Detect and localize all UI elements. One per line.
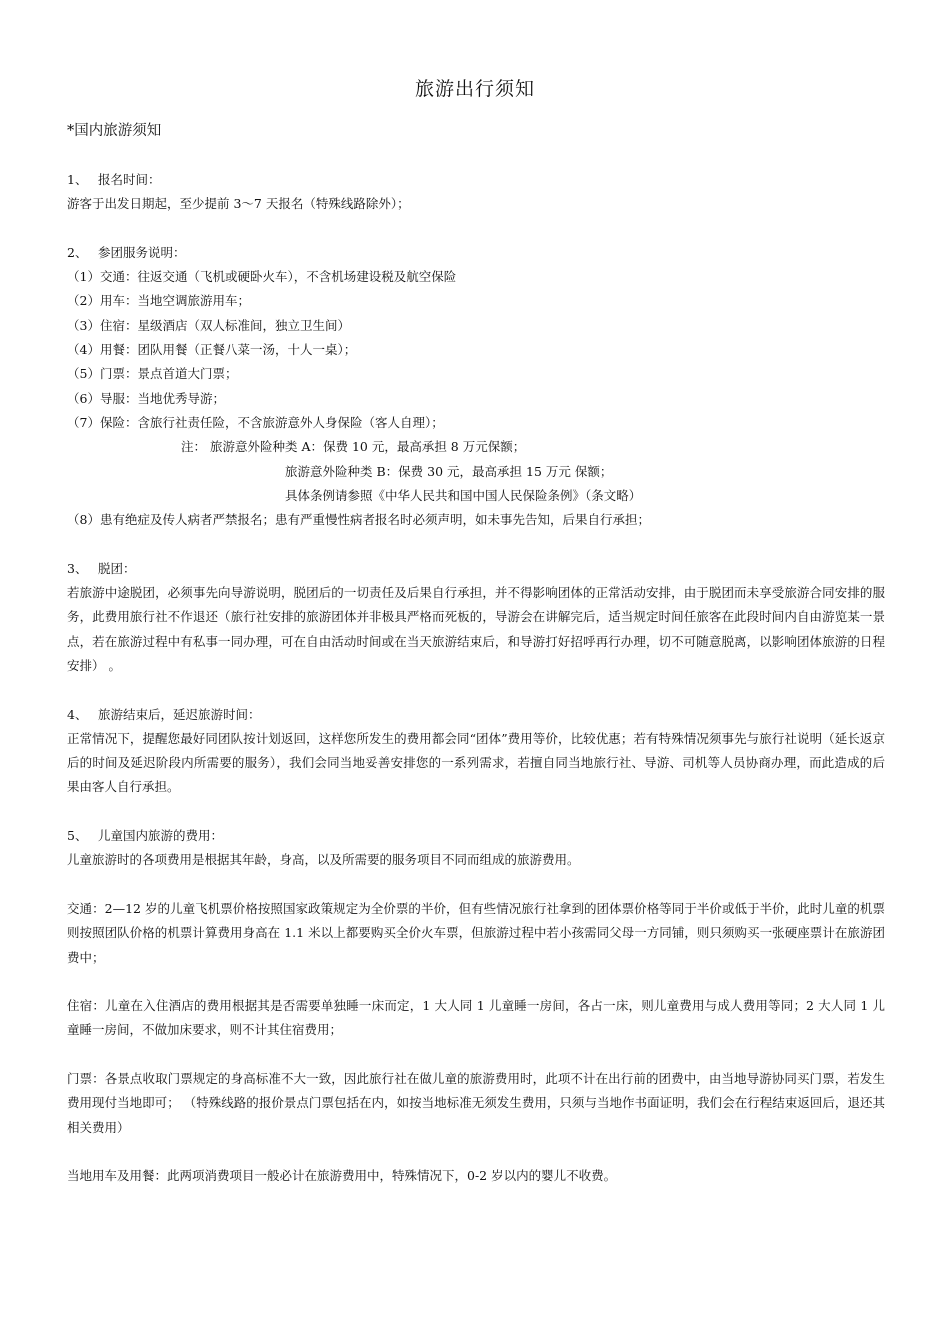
child-transport-paragraph: 交通：2—12 岁的儿童飞机票价格按照国家政策规定为全价票的半价，但有些情况旅行社拿到的团体票价格等同于半价或低于半价，此时儿童的机票则按照团队价格的机票计算费用身高在 1.1 米以上都要购买全价火车票，但旅游过程中若小孩需同父母一方同铺，则只须购买一张硬座票计在旅游团费中； [67,900,885,965]
document-title: 旅游出行须知 [414,78,535,100]
section-number: 2、 [67,244,88,260]
insurance-note-a: 注： 旅游意外险种类 A：保费 10 元，最高承担 8 万元保额； [181,439,526,455]
child-tickets-paragraph: 门票：各景点收取门票规定的身高标准不大一致，因此旅行社在做儿童的旅游费用时，此项不计在出行前的团费中，由当地导游协同买门票，若发生费用现付当地即可； （特殊线路的报价景点门票包括在内，如按当地标准无须发生费用，只须与当地作书面证明，我们会在行程结束返回后，退还其相关费用） [67,1070,885,1135]
section-heading-text: 脱团： [98,560,136,576]
service-item-transport: （1）交通：往返交通（飞机或硬卧火车），不含机场建设税及航空保险 [67,269,457,285]
section-3-heading [67,557,885,581]
document-body [67,168,885,1188]
section-heading-text: 儿童国内旅游的费用： [98,828,224,844]
service-item-lodging: （3）住宿：星级酒店（双人标准间，独立卫生间） [67,317,350,333]
service-item-vehicle: （2）用车：当地空调旅游用车； [67,293,250,309]
section-1-heading [67,168,885,192]
section-5-text: 儿童旅游时的各项费用是根据其年龄，身高，以及所需要的服务项目不同而组成的旅游费用。 [67,852,580,868]
section-heading-text: 参团服务说明： [98,244,186,260]
service-item-insurance: （7）保险：含旅行社责任险，不含旅游意外人身保险（客人自理）； [67,414,444,430]
service-item-health: （8）患有绝症及传人病者严禁报名；患有严重慢性病者报名时必须声明，如未事先告知，后果自行承担； [67,512,650,528]
document-subtitle: *国内旅游须知 [67,123,162,139]
section-number: 4、 [67,706,88,722]
section-heading-text: 报名时间： [98,172,161,187]
child-lodging-paragraph: 住宿：儿童在入住酒店的费用根据其是否需要单独睡一床而定，1 大人同 1 儿童睡一房间，各占一床，则儿童费用与成人费用等同；2 大人同 1 儿童睡一房间，不做加床要求，则不计其住宿费用； [67,998,885,1038]
service-item-guide: （6）导服：当地优秀导游； [67,390,225,406]
child-vehicle-meals-paragraph: 当地用车及用餐：此两项消费项目一般必计在旅游费用中，特殊情况下，0-2 岁以内的婴儿不收费。 [67,1168,617,1184]
section-1-text: 游客于出发日期起，至少提前 3～7 天报名（特殊线路除外）； [67,196,410,212]
insurance-note-b: 旅游意外险种类 B：保费 30 元，最高承担 15 万元 保额； [285,463,613,479]
section-5-heading [67,824,885,848]
section-3-text: 若旅游中途脱团，必须事先向导游说明，脱团后的一切责任及后果自行承担，并不得影响团体的正常活动安排，由于脱团而未享受旅游合同安排的服务，此费用旅行社不作退还（旅行社安排的旅游团体并非极具严格而死板的，导游会在讲解完后，适当规定时间任旅客在此段时间内自由游览某一景点，若在旅游过程中有私事一同办理，可在自由活动时间或在当天旅游结束后，和导游打好招呼再行办理，切不可随意脱离，以影响团体旅游的日程安排） 。 [67,585,885,673]
section-4-heading [67,703,885,727]
section-number: 5、 [67,828,88,844]
section-number: 1、 [67,172,88,187]
section-number: 3、 [67,560,88,576]
section-4-text: 正常情况下，提醒您最好同团队按计划返回，这样您所发生的费用都会同“团体”费用等价，比较优惠；若有特殊情况须事先与旅行社说明（延长返京后的时间及延迟阶段内所需要的服务），我们会同当地妥善安排您的一系列需求，若擅自同当地旅行社、导游、司机等人员协商办理，而此造成的后果由客人自行承担。 [67,730,885,795]
section-heading-text: 旅游结束后，延迟旅游时间： [98,706,261,722]
service-item-meals: （4）用餐：团队用餐（正餐八菜一汤，十人一桌）； [67,342,357,358]
insurance-note-regulation: 具体条例请参照《中华人民共和国中国人民保险条例》（条文略） [285,487,642,503]
section-2-heading [67,241,885,265]
service-item-tickets: （5）门票：景点首道大门票； [67,366,238,382]
